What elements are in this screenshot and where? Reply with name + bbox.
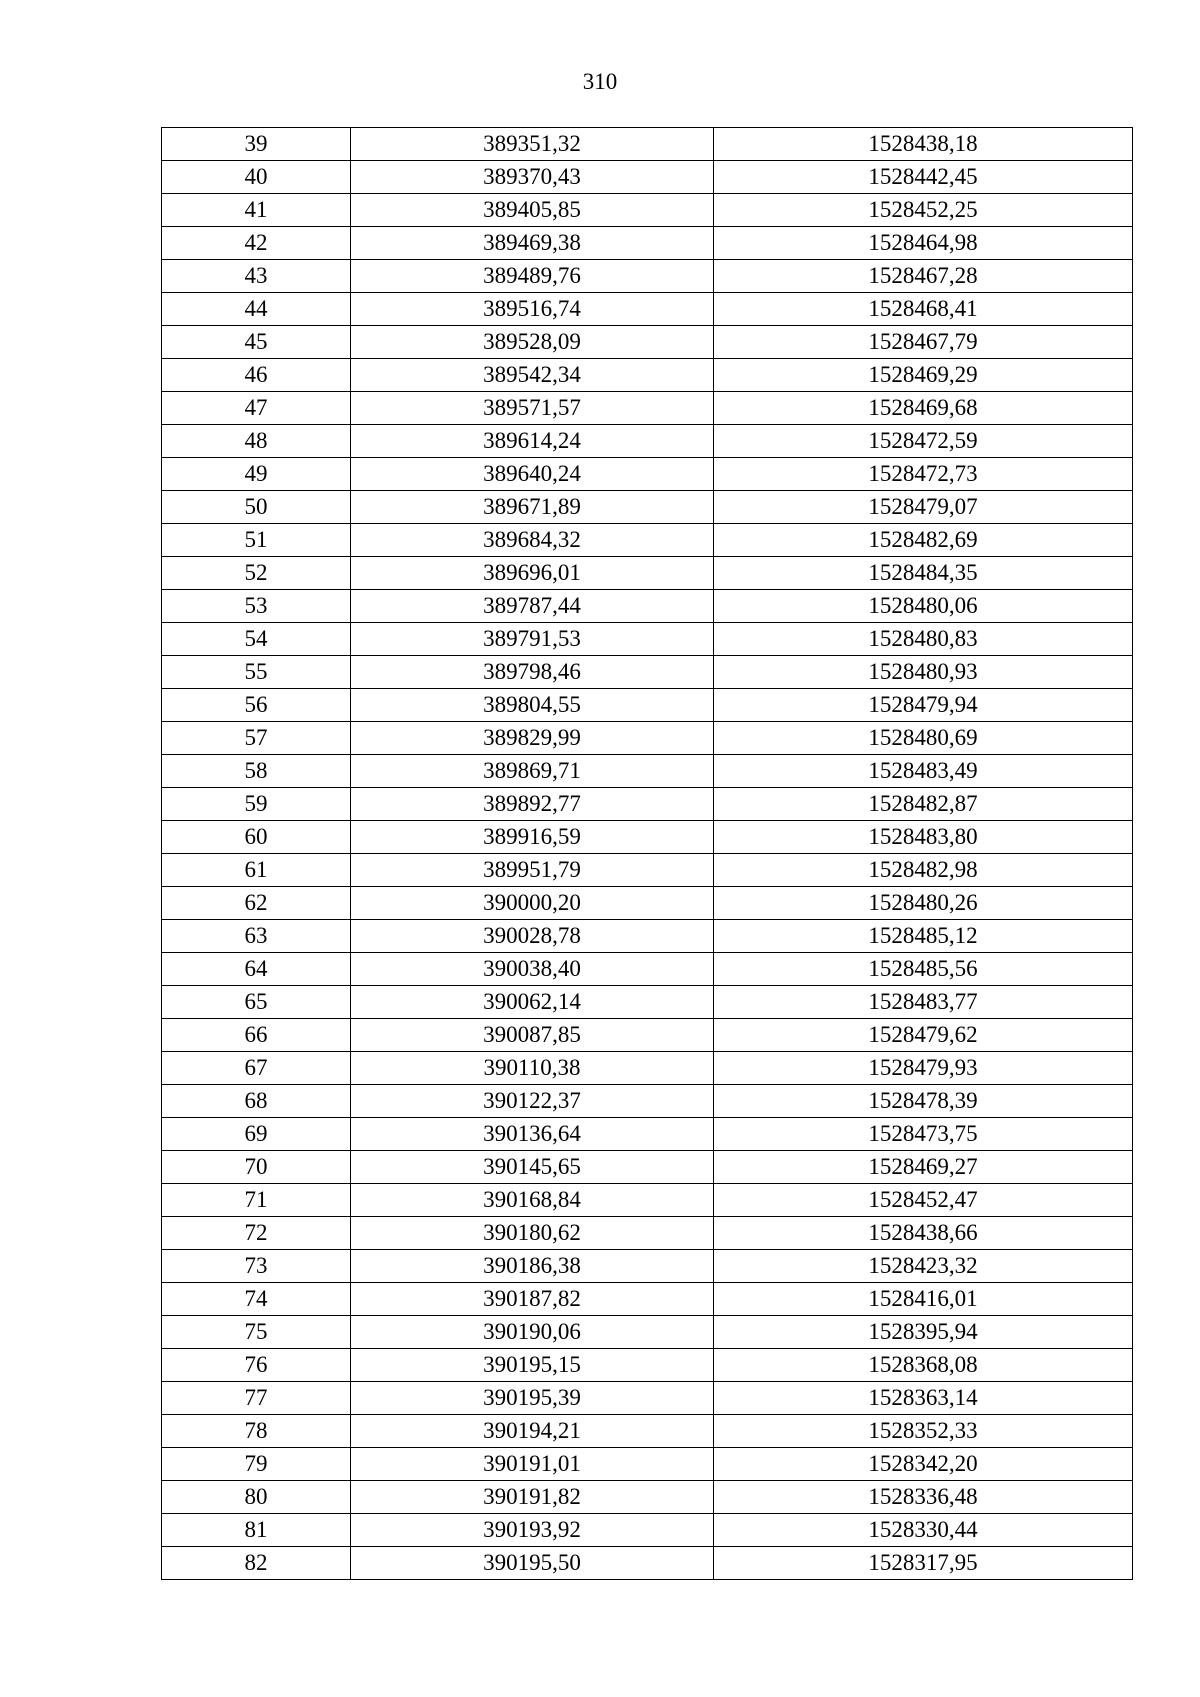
point-number-cell: 77 bbox=[162, 1382, 351, 1415]
table-row bbox=[162, 128, 1133, 161]
y-coordinate-cell: 1528467,28 bbox=[714, 260, 1133, 293]
table-row bbox=[162, 623, 1133, 656]
point-number-cell: 49 bbox=[162, 458, 351, 491]
point-number-cell: 63 bbox=[162, 920, 351, 953]
y-coordinate-cell: 1528483,77 bbox=[714, 986, 1133, 1019]
point-number-cell: 42 bbox=[162, 227, 351, 260]
table-row bbox=[162, 1547, 1133, 1580]
y-coordinate-cell: 1528485,56 bbox=[714, 953, 1133, 986]
table-row bbox=[162, 1448, 1133, 1481]
point-number-cell: 81 bbox=[162, 1514, 351, 1547]
y-coordinate-cell: 1528330,44 bbox=[714, 1514, 1133, 1547]
y-coordinate-cell: 1528479,07 bbox=[714, 491, 1133, 524]
y-coordinate-cell: 1528479,94 bbox=[714, 689, 1133, 722]
x-coordinate-cell: 389469,38 bbox=[351, 227, 714, 260]
point-number-cell: 67 bbox=[162, 1052, 351, 1085]
x-coordinate-cell: 390195,15 bbox=[351, 1349, 714, 1382]
point-number-cell: 55 bbox=[162, 656, 351, 689]
x-coordinate-cell: 389892,77 bbox=[351, 788, 714, 821]
y-coordinate-cell: 1528395,94 bbox=[714, 1316, 1133, 1349]
y-coordinate-cell: 1528452,47 bbox=[714, 1184, 1133, 1217]
x-coordinate-cell: 390193,92 bbox=[351, 1514, 714, 1547]
y-coordinate-cell: 1528467,79 bbox=[714, 326, 1133, 359]
point-number-cell: 57 bbox=[162, 722, 351, 755]
x-coordinate-cell: 389370,43 bbox=[351, 161, 714, 194]
x-coordinate-cell: 389798,46 bbox=[351, 656, 714, 689]
y-coordinate-cell: 1528438,66 bbox=[714, 1217, 1133, 1250]
y-coordinate-cell: 1528473,75 bbox=[714, 1118, 1133, 1151]
point-number-cell: 72 bbox=[162, 1217, 351, 1250]
y-coordinate-cell: 1528482,87 bbox=[714, 788, 1133, 821]
point-number-cell: 61 bbox=[162, 854, 351, 887]
point-number-cell: 43 bbox=[162, 260, 351, 293]
table-row bbox=[162, 1316, 1133, 1349]
table-row bbox=[162, 1283, 1133, 1316]
x-coordinate-cell: 389489,76 bbox=[351, 260, 714, 293]
table-row bbox=[162, 788, 1133, 821]
point-number-cell: 68 bbox=[162, 1085, 351, 1118]
x-coordinate-cell: 390110,38 bbox=[351, 1052, 714, 1085]
y-coordinate-cell: 1528363,14 bbox=[714, 1382, 1133, 1415]
point-number-cell: 53 bbox=[162, 590, 351, 623]
y-coordinate-cell: 1528317,95 bbox=[714, 1547, 1133, 1580]
y-coordinate-cell: 1528485,12 bbox=[714, 920, 1133, 953]
table-row bbox=[162, 425, 1133, 458]
point-number-cell: 71 bbox=[162, 1184, 351, 1217]
y-coordinate-cell: 1528484,35 bbox=[714, 557, 1133, 590]
table-row bbox=[162, 656, 1133, 689]
point-number-cell: 82 bbox=[162, 1547, 351, 1580]
x-coordinate-cell: 389684,32 bbox=[351, 524, 714, 557]
x-coordinate-cell: 389787,44 bbox=[351, 590, 714, 623]
x-coordinate-cell: 390062,14 bbox=[351, 986, 714, 1019]
table-row bbox=[162, 326, 1133, 359]
point-number-cell: 64 bbox=[162, 953, 351, 986]
point-number-cell: 60 bbox=[162, 821, 351, 854]
y-coordinate-cell: 1528336,48 bbox=[714, 1481, 1133, 1514]
y-coordinate-cell: 1528480,26 bbox=[714, 887, 1133, 920]
point-number-cell: 47 bbox=[162, 392, 351, 425]
y-coordinate-cell: 1528472,73 bbox=[714, 458, 1133, 491]
y-coordinate-cell: 1528472,59 bbox=[714, 425, 1133, 458]
x-coordinate-cell: 389614,24 bbox=[351, 425, 714, 458]
x-coordinate-cell: 390000,20 bbox=[351, 887, 714, 920]
x-coordinate-cell: 389951,79 bbox=[351, 854, 714, 887]
y-coordinate-cell: 1528469,29 bbox=[714, 359, 1133, 392]
table-row bbox=[162, 227, 1133, 260]
point-number-cell: 46 bbox=[162, 359, 351, 392]
coordinates-table bbox=[161, 127, 1133, 1580]
x-coordinate-cell: 390195,39 bbox=[351, 1382, 714, 1415]
point-number-cell: 44 bbox=[162, 293, 351, 326]
table-row bbox=[162, 1151, 1133, 1184]
table-row bbox=[162, 491, 1133, 524]
y-coordinate-cell: 1528416,01 bbox=[714, 1283, 1133, 1316]
y-coordinate-cell: 1528480,69 bbox=[714, 722, 1133, 755]
y-coordinate-cell: 1528479,93 bbox=[714, 1052, 1133, 1085]
x-coordinate-cell: 390195,50 bbox=[351, 1547, 714, 1580]
table-row bbox=[162, 1415, 1133, 1448]
y-coordinate-cell: 1528480,83 bbox=[714, 623, 1133, 656]
x-coordinate-cell: 389671,89 bbox=[351, 491, 714, 524]
x-coordinate-cell: 390168,84 bbox=[351, 1184, 714, 1217]
table-row bbox=[162, 953, 1133, 986]
x-coordinate-cell: 389640,24 bbox=[351, 458, 714, 491]
table-row bbox=[162, 1085, 1133, 1118]
x-coordinate-cell: 389516,74 bbox=[351, 293, 714, 326]
x-coordinate-cell: 389528,09 bbox=[351, 326, 714, 359]
table-row bbox=[162, 887, 1133, 920]
x-coordinate-cell: 389696,01 bbox=[351, 557, 714, 590]
x-coordinate-cell: 389916,59 bbox=[351, 821, 714, 854]
point-number-cell: 40 bbox=[162, 161, 351, 194]
x-coordinate-cell: 389791,53 bbox=[351, 623, 714, 656]
table-row bbox=[162, 1382, 1133, 1415]
y-coordinate-cell: 1528342,20 bbox=[714, 1448, 1133, 1481]
x-coordinate-cell: 389869,71 bbox=[351, 755, 714, 788]
x-coordinate-cell: 390191,01 bbox=[351, 1448, 714, 1481]
point-number-cell: 41 bbox=[162, 194, 351, 227]
table-row bbox=[162, 1250, 1133, 1283]
table-row bbox=[162, 1514, 1133, 1547]
y-coordinate-cell: 1528482,98 bbox=[714, 854, 1133, 887]
table-row bbox=[162, 1349, 1133, 1382]
point-number-cell: 48 bbox=[162, 425, 351, 458]
y-coordinate-cell: 1528368,08 bbox=[714, 1349, 1133, 1382]
x-coordinate-cell: 390122,37 bbox=[351, 1085, 714, 1118]
point-number-cell: 56 bbox=[162, 689, 351, 722]
x-coordinate-cell: 390087,85 bbox=[351, 1019, 714, 1052]
table-row bbox=[162, 722, 1133, 755]
point-number-cell: 45 bbox=[162, 326, 351, 359]
x-coordinate-cell: 389829,99 bbox=[351, 722, 714, 755]
point-number-cell: 69 bbox=[162, 1118, 351, 1151]
table-row bbox=[162, 293, 1133, 326]
point-number-cell: 50 bbox=[162, 491, 351, 524]
x-coordinate-cell: 389542,34 bbox=[351, 359, 714, 392]
y-coordinate-cell: 1528479,62 bbox=[714, 1019, 1133, 1052]
x-coordinate-cell: 390194,21 bbox=[351, 1415, 714, 1448]
table-row bbox=[162, 1118, 1133, 1151]
table-row bbox=[162, 1052, 1133, 1085]
table-row bbox=[162, 392, 1133, 425]
point-number-cell: 54 bbox=[162, 623, 351, 656]
table-row bbox=[162, 1019, 1133, 1052]
table-row bbox=[162, 359, 1133, 392]
table-row bbox=[162, 458, 1133, 491]
table-row bbox=[162, 557, 1133, 590]
table-row bbox=[162, 920, 1133, 953]
point-number-cell: 76 bbox=[162, 1349, 351, 1382]
x-coordinate-cell: 389351,32 bbox=[351, 128, 714, 161]
coordinates-table-body bbox=[162, 128, 1133, 1580]
point-number-cell: 78 bbox=[162, 1415, 351, 1448]
table-row bbox=[162, 161, 1133, 194]
y-coordinate-cell: 1528438,18 bbox=[714, 128, 1133, 161]
y-coordinate-cell: 1528482,69 bbox=[714, 524, 1133, 557]
x-coordinate-cell: 389571,57 bbox=[351, 392, 714, 425]
table-row bbox=[162, 1217, 1133, 1250]
x-coordinate-cell: 390136,64 bbox=[351, 1118, 714, 1151]
table-row bbox=[162, 1481, 1133, 1514]
point-number-cell: 80 bbox=[162, 1481, 351, 1514]
point-number-cell: 75 bbox=[162, 1316, 351, 1349]
y-coordinate-cell: 1528483,80 bbox=[714, 821, 1133, 854]
x-coordinate-cell: 390038,40 bbox=[351, 953, 714, 986]
y-coordinate-cell: 1528464,98 bbox=[714, 227, 1133, 260]
point-number-cell: 39 bbox=[162, 128, 351, 161]
point-number-cell: 52 bbox=[162, 557, 351, 590]
x-coordinate-cell: 390190,06 bbox=[351, 1316, 714, 1349]
y-coordinate-cell: 1528469,68 bbox=[714, 392, 1133, 425]
x-coordinate-cell: 390028,78 bbox=[351, 920, 714, 953]
y-coordinate-cell: 1528352,33 bbox=[714, 1415, 1133, 1448]
point-number-cell: 51 bbox=[162, 524, 351, 557]
point-number-cell: 62 bbox=[162, 887, 351, 920]
table-row bbox=[162, 755, 1133, 788]
x-coordinate-cell: 390180,62 bbox=[351, 1217, 714, 1250]
x-coordinate-cell: 389405,85 bbox=[351, 194, 714, 227]
table-row bbox=[162, 260, 1133, 293]
x-coordinate-cell: 390186,38 bbox=[351, 1250, 714, 1283]
table-row bbox=[162, 590, 1133, 623]
y-coordinate-cell: 1528478,39 bbox=[714, 1085, 1133, 1118]
y-coordinate-cell: 1528480,06 bbox=[714, 590, 1133, 623]
y-coordinate-cell: 1528468,41 bbox=[714, 293, 1133, 326]
x-coordinate-cell: 390191,82 bbox=[351, 1481, 714, 1514]
point-number-cell: 59 bbox=[162, 788, 351, 821]
table-row bbox=[162, 854, 1133, 887]
point-number-cell: 66 bbox=[162, 1019, 351, 1052]
y-coordinate-cell: 1528483,49 bbox=[714, 755, 1133, 788]
point-number-cell: 58 bbox=[162, 755, 351, 788]
table-row bbox=[162, 821, 1133, 854]
table-row bbox=[162, 194, 1133, 227]
point-number-cell: 65 bbox=[162, 986, 351, 1019]
y-coordinate-cell: 1528480,93 bbox=[714, 656, 1133, 689]
x-coordinate-cell: 389804,55 bbox=[351, 689, 714, 722]
x-coordinate-cell: 390145,65 bbox=[351, 1151, 714, 1184]
table-row bbox=[162, 689, 1133, 722]
table-row bbox=[162, 1184, 1133, 1217]
y-coordinate-cell: 1528423,32 bbox=[714, 1250, 1133, 1283]
table-row bbox=[162, 986, 1133, 1019]
y-coordinate-cell: 1528469,27 bbox=[714, 1151, 1133, 1184]
page-number: 310 bbox=[582, 69, 618, 94]
point-number-cell: 74 bbox=[162, 1283, 351, 1316]
x-coordinate-cell: 390187,82 bbox=[351, 1283, 714, 1316]
point-number-cell: 73 bbox=[162, 1250, 351, 1283]
point-number-cell: 79 bbox=[162, 1448, 351, 1481]
point-number-cell: 70 bbox=[162, 1151, 351, 1184]
y-coordinate-cell: 1528442,45 bbox=[714, 161, 1133, 194]
table-row bbox=[162, 524, 1133, 557]
y-coordinate-cell: 1528452,25 bbox=[714, 194, 1133, 227]
